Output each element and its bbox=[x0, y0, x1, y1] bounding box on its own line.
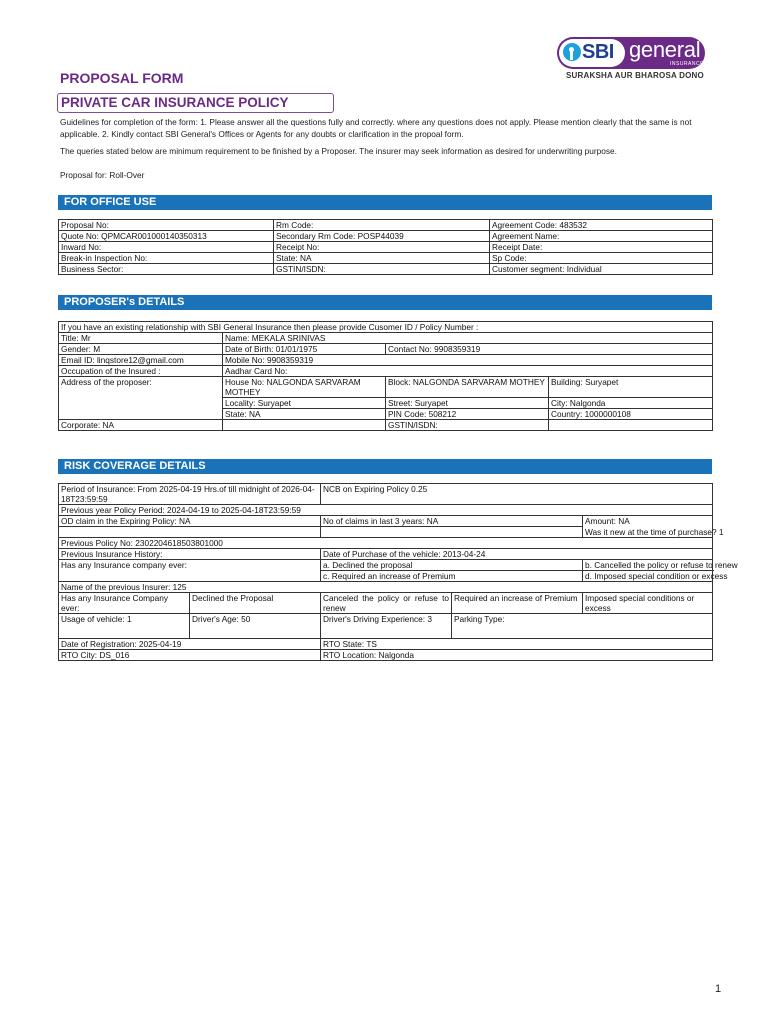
cancelled-cell: Canceled the policy or refuse to renew bbox=[321, 592, 452, 613]
office-cell: Business Sector: bbox=[59, 264, 274, 275]
office-cell: Receipt Date: bbox=[490, 242, 713, 253]
title-cell: Title: Mr bbox=[59, 333, 223, 344]
mobile-cell: Mobile No: 9908359319 bbox=[223, 355, 713, 366]
table-row bbox=[59, 253, 713, 264]
empty-cell bbox=[549, 420, 713, 431]
office-use-header: FOR OFFICE USE bbox=[58, 195, 712, 210]
table-row bbox=[59, 638, 713, 649]
option-d-cell: d. Imposed special condition or excess bbox=[583, 570, 713, 581]
sbi-general-logo bbox=[557, 37, 705, 85]
office-cell: GSTIN/ISDN: bbox=[274, 264, 490, 275]
occupation-cell: Occupation of the Insured : bbox=[59, 366, 223, 377]
prev-policy-cell: Previous Policy No: 2302204618503801000 bbox=[59, 537, 713, 548]
risk-coverage-header: RISK COVERAGE DETAILS bbox=[58, 459, 712, 474]
office-cell: Rm Code: bbox=[274, 220, 490, 231]
table-row bbox=[59, 516, 713, 527]
rto-city-cell: RTO City: DS_016 bbox=[59, 649, 321, 660]
logo-sub: INSURANCE bbox=[670, 61, 704, 67]
prev-insurer-cell: Name of the previous Insurer: 125 bbox=[59, 581, 713, 592]
office-cell: Receipt No: bbox=[274, 242, 490, 253]
table-row bbox=[59, 484, 713, 505]
empty-cell bbox=[321, 527, 583, 538]
office-cell: Inward No: bbox=[59, 242, 274, 253]
driver-age-cell: Driver's Age: 50 bbox=[190, 613, 321, 638]
state-cell: State: NA bbox=[223, 409, 386, 420]
page-number: 1 bbox=[715, 983, 722, 995]
street-cell: Street: Suryapet bbox=[386, 398, 549, 409]
table-row bbox=[59, 527, 713, 538]
dob-cell: Date of Birth: 01/01/1975 bbox=[223, 344, 386, 355]
table-row bbox=[59, 613, 713, 638]
building-cell: Building: Suryapet bbox=[549, 377, 713, 398]
experience-cell: Driver's Driving Experience: 3 bbox=[321, 613, 452, 638]
risk-coverage-table bbox=[58, 483, 738, 661]
usage-cell: Usage of vehicle: 1 bbox=[59, 613, 190, 638]
table-row bbox=[59, 333, 713, 344]
amount-cell bbox=[583, 516, 713, 527]
office-cell: Agreement Code: 483532 bbox=[490, 220, 713, 231]
proposer-details-table bbox=[58, 321, 713, 431]
prev-period-cell: Previous year Policy Period: 2024-04-19 to 2025-04-18T23:59:59 bbox=[59, 505, 713, 516]
office-cell: Break-in Inspection No: bbox=[59, 253, 274, 264]
guidelines-text: Guidelines for completion of the form: 1. Please answer all the questions fully and correctly. where any questions does not apply. Please mention clearly that the same is not applicable. 2. Kindly contact SBI General's Offices or Agents for any doubts or clarification in the propoal form. bbox=[60, 117, 692, 139]
form-title: PROPOSAL FORM bbox=[60, 70, 184, 86]
table-row bbox=[59, 559, 713, 570]
empty-cell bbox=[59, 527, 321, 538]
table-row bbox=[59, 242, 713, 253]
option-c-cell: c. Required an increase of Premium bbox=[321, 570, 583, 581]
prev-history-cell: Previous Insurance History: bbox=[59, 548, 321, 559]
office-cell: Secondary Rm Code: POSP44039 bbox=[274, 231, 490, 242]
proposal-for: Proposal for: Roll-Over bbox=[60, 170, 145, 180]
table-row bbox=[59, 505, 713, 516]
corporate-cell: Corporate: NA bbox=[59, 420, 223, 431]
logo-tagline: SURAKSHA AUR BHAROSA DONO bbox=[566, 71, 704, 80]
table-row bbox=[59, 231, 713, 242]
table-row bbox=[59, 581, 713, 592]
locality-cell: Locality: Suryapet bbox=[223, 398, 386, 409]
name-cell: Name: MEKALA SRINIVAS bbox=[223, 333, 713, 344]
empty-cell bbox=[223, 420, 386, 431]
office-cell: Sp Code: bbox=[490, 253, 713, 264]
office-cell: Quote No: QPMCAR001000140350313 bbox=[59, 231, 274, 242]
imposed-cell: Imposed special conditions or excess bbox=[583, 592, 713, 613]
policy-title: PRIVATE CAR INSURANCE POLICY bbox=[57, 93, 334, 113]
table-row bbox=[59, 420, 713, 431]
office-cell: Proposal No: bbox=[59, 220, 274, 231]
office-cell: Customer segment: Individual bbox=[490, 264, 713, 275]
proposer-details-header: PROPOSER's DETAILS bbox=[58, 295, 712, 310]
od-claim-cell: OD claim in the Expiring Policy: NA bbox=[59, 516, 321, 527]
table-row bbox=[59, 355, 713, 366]
city-cell: City: Nalgonda bbox=[549, 398, 713, 409]
table-row bbox=[59, 649, 713, 660]
logo-name: general bbox=[629, 37, 701, 62]
office-cell: State: NA bbox=[274, 253, 490, 264]
new-purchase-cell: Was it new at the time of purchase? 1 bbox=[583, 527, 713, 538]
table-row bbox=[59, 366, 713, 377]
option-b-cell: b. Cancelled the policy or refuse to renew bbox=[583, 559, 713, 570]
pin-cell: PIN Code: 508212 bbox=[386, 409, 549, 420]
gstin-cell: GSTIN/ISDN: bbox=[386, 420, 549, 431]
office-use-table bbox=[58, 219, 713, 275]
office-cell: Agreement Name: bbox=[490, 231, 713, 242]
country-cell: Country: 1000000108 bbox=[549, 409, 713, 420]
table-row bbox=[59, 264, 713, 275]
email-cell: Email ID: linqstore12@gmail.com bbox=[59, 355, 223, 366]
amount-text: Amount: NA bbox=[585, 516, 630, 526]
table-row bbox=[59, 548, 713, 559]
table-row bbox=[59, 220, 713, 231]
declined-cell: Declined the Proposal bbox=[190, 592, 321, 613]
ncb-cell: NCB on Expiring Policy 0.25 bbox=[321, 484, 713, 505]
parking-cell: Parking Type: bbox=[452, 613, 713, 638]
increase-cell: Required an increase of Premium bbox=[452, 592, 583, 613]
rto-state-cell: RTO State: TS bbox=[321, 638, 713, 649]
aadhar-cell: Aadhar Card No: bbox=[223, 366, 713, 377]
purchase-date-cell: Date of Purchase of the vehicle: 2013-04-24 bbox=[321, 548, 713, 559]
existing-relationship: If you have an existing relationship with SBI General Insurance then please provide Cusomer ID / Policy Number : bbox=[59, 322, 713, 333]
table-row bbox=[59, 537, 713, 548]
table-row bbox=[59, 592, 713, 613]
house-cell: House No: NALGONDA SARVARAM MOTHEY bbox=[223, 377, 386, 398]
claims-cell: No of claims in last 3 years: NA bbox=[321, 516, 583, 527]
block-cell: Block: NALGONDA SARVARAM MOTHEY bbox=[386, 377, 549, 398]
address-label: Address of the proposer: bbox=[59, 377, 223, 420]
queries-text: The queries stated below are minimum requirement to be finished by a Proposer. The insurer may seek information as desired for underwriting purpose. bbox=[60, 146, 617, 156]
option-a-cell: a. Declined the proposal bbox=[321, 559, 583, 570]
rto-location-cell: RTO Location: Nalgonda bbox=[321, 649, 713, 660]
contact-cell: Contact No: 9908359319 bbox=[386, 344, 713, 355]
table-row bbox=[59, 344, 713, 355]
reg-date-cell: Date of Registration: 2025-04-19 bbox=[59, 638, 321, 649]
has-company-cell: Has any Insurance company ever: bbox=[59, 559, 321, 581]
table-row bbox=[59, 377, 713, 398]
logo-brand: SBI bbox=[582, 41, 614, 63]
has-company2-cell: Has any Insurance Company ever: bbox=[59, 592, 190, 613]
logo-keyhole-icon bbox=[563, 43, 581, 61]
table-row bbox=[59, 322, 713, 333]
period-cell: Period of Insurance: From 2025-04-19 Hrs.of till midnight of 2026-04-18T23:59:59 bbox=[59, 484, 321, 505]
gender-cell: Gender: M bbox=[59, 344, 223, 355]
